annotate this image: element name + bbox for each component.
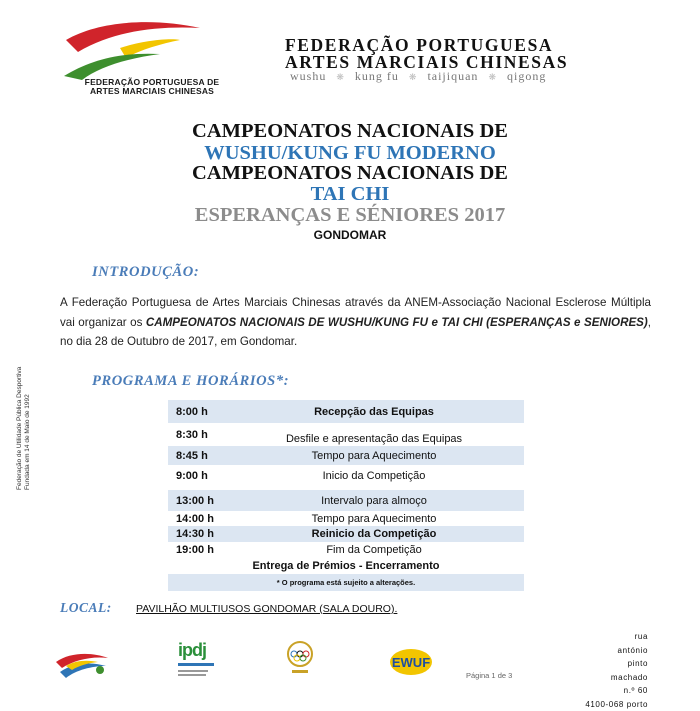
schedule-desc: Inicio da Competição bbox=[236, 470, 524, 482]
address-line: machado bbox=[568, 671, 648, 685]
intro-paragraph bbox=[60, 293, 651, 352]
discipline-item: wushu bbox=[290, 69, 326, 83]
schedule-row bbox=[168, 465, 524, 487]
address-line: rua bbox=[568, 630, 648, 644]
local-label: LOCAL: bbox=[60, 600, 112, 616]
schedule-time: 14:00 h bbox=[168, 513, 236, 525]
schedule-row bbox=[168, 511, 524, 526]
schedule-desc: Tempo para Aquecimento bbox=[236, 513, 524, 525]
schedule-row bbox=[168, 446, 524, 465]
address-line: 4100-068 porto bbox=[568, 698, 648, 711]
sponsor-logo-ewuf bbox=[388, 647, 434, 677]
schedule-time: 9:00 h bbox=[168, 470, 236, 482]
logo-caption bbox=[62, 78, 242, 96]
side-text-line2: Fundada em 14 de Maio de 1992 bbox=[24, 367, 32, 490]
title-line3: CAMPEONATOS NACIONAIS DE bbox=[0, 162, 700, 185]
schedule-desc: Entrega de Prémios - Encerramento bbox=[168, 560, 524, 572]
schedule-time: 19:00 h bbox=[168, 544, 236, 556]
intro-text-bold: CAMPEONATOS NACIONAIS DE WUSHU/KUNG FU e TAI CHI (ESPERANÇAS e SENIORES) bbox=[146, 316, 648, 329]
schedule-table bbox=[168, 400, 524, 591]
sponsor-logo-ipdj bbox=[178, 640, 218, 684]
logo-caption-line2: ARTES MARCIAIS CHINESAS bbox=[62, 87, 242, 96]
discipline-item: qigong bbox=[507, 69, 546, 83]
title-line4: TAI CHI bbox=[0, 183, 700, 206]
intro-text-before: A Federação Portuguesa de Artes Marciais Chinesas através da ANEM-Associação Nacional Esclerose Múltipla vai organizar os bbox=[60, 296, 651, 329]
title-location: GONDOMAR bbox=[0, 228, 700, 242]
schedule-row bbox=[168, 423, 524, 446]
federation-logo bbox=[60, 18, 210, 80]
schedule-row bbox=[168, 490, 524, 511]
schedule-desc: Desfile e apresentação das Equipas bbox=[236, 425, 524, 445]
discipline-item: taijiquan bbox=[427, 69, 478, 83]
schedule-desc: Recepção das Equipas bbox=[236, 406, 524, 418]
schedule-desc: Intervalo para almoço bbox=[236, 495, 524, 507]
schedule-time: 13:00 h bbox=[168, 495, 236, 507]
address-line: pinto bbox=[568, 657, 648, 671]
logo-caption-line1: FEDERAÇÃO PORTUGUESA DE bbox=[62, 78, 242, 87]
schedule-time: 8:30 h bbox=[168, 429, 236, 441]
sponsor-logo-swoosh bbox=[52, 648, 112, 680]
side-vertical-text bbox=[16, 367, 31, 490]
sponsor-logo-centenary bbox=[284, 640, 316, 676]
schedule-desc: Tempo para Aquecimento bbox=[236, 450, 524, 462]
schedule-time: 14:30 h bbox=[168, 528, 236, 540]
ipdj-text: ipdj bbox=[178, 640, 218, 661]
organization-name-line2: ARTES MARCIAIS CHINESAS bbox=[285, 52, 568, 73]
programa-heading: PROGRAMA E HORÁRIOS*: bbox=[92, 373, 289, 390]
address-line: antónio bbox=[568, 644, 648, 658]
disciplines-line bbox=[290, 69, 546, 84]
separator-icon: ❋ bbox=[488, 72, 497, 82]
schedule-row bbox=[168, 542, 524, 558]
page-number: Página 1 de 3 bbox=[466, 671, 512, 680]
schedule-desc: Reinicio da Competição bbox=[236, 528, 524, 540]
ewuf-text: EWUF bbox=[392, 655, 430, 670]
discipline-item: kung fu bbox=[355, 69, 399, 83]
schedule-note: * O programa está sujeito a alterações. bbox=[168, 574, 524, 591]
schedule-time: 8:00 h bbox=[168, 406, 236, 418]
intro-heading: INTRODUÇÃO: bbox=[92, 264, 199, 281]
local-value: PAVILHÃO MULTIUSOS GONDOMAR (SALA DOURO). bbox=[136, 603, 397, 615]
title-line2: WUSHU/KUNG FU MODERNO bbox=[0, 142, 700, 165]
side-text-line1: Federação de Utilidade Pública Desportiva bbox=[16, 367, 24, 490]
schedule-desc: Fim da Competição bbox=[236, 544, 524, 556]
organization-name-line1: FEDERAÇÃO PORTUGUESA bbox=[285, 35, 553, 56]
title-line1: CAMPEONATOS NACIONAIS DE bbox=[0, 120, 700, 143]
separator-icon: ❋ bbox=[336, 72, 345, 82]
intro-text-after: , no dia 28 de Outubro de 2017, em Gondomar. bbox=[60, 316, 651, 349]
schedule-time: 8:45 h bbox=[168, 450, 236, 462]
address-block bbox=[568, 630, 648, 711]
title-line5: ESPERANÇAS E SÉNIORES 2017 bbox=[0, 204, 700, 227]
address-line: n.º 60 bbox=[568, 684, 648, 698]
schedule-row bbox=[168, 526, 524, 542]
schedule-row bbox=[168, 400, 524, 423]
separator-icon: ❋ bbox=[409, 72, 418, 82]
schedule-row bbox=[168, 558, 524, 574]
